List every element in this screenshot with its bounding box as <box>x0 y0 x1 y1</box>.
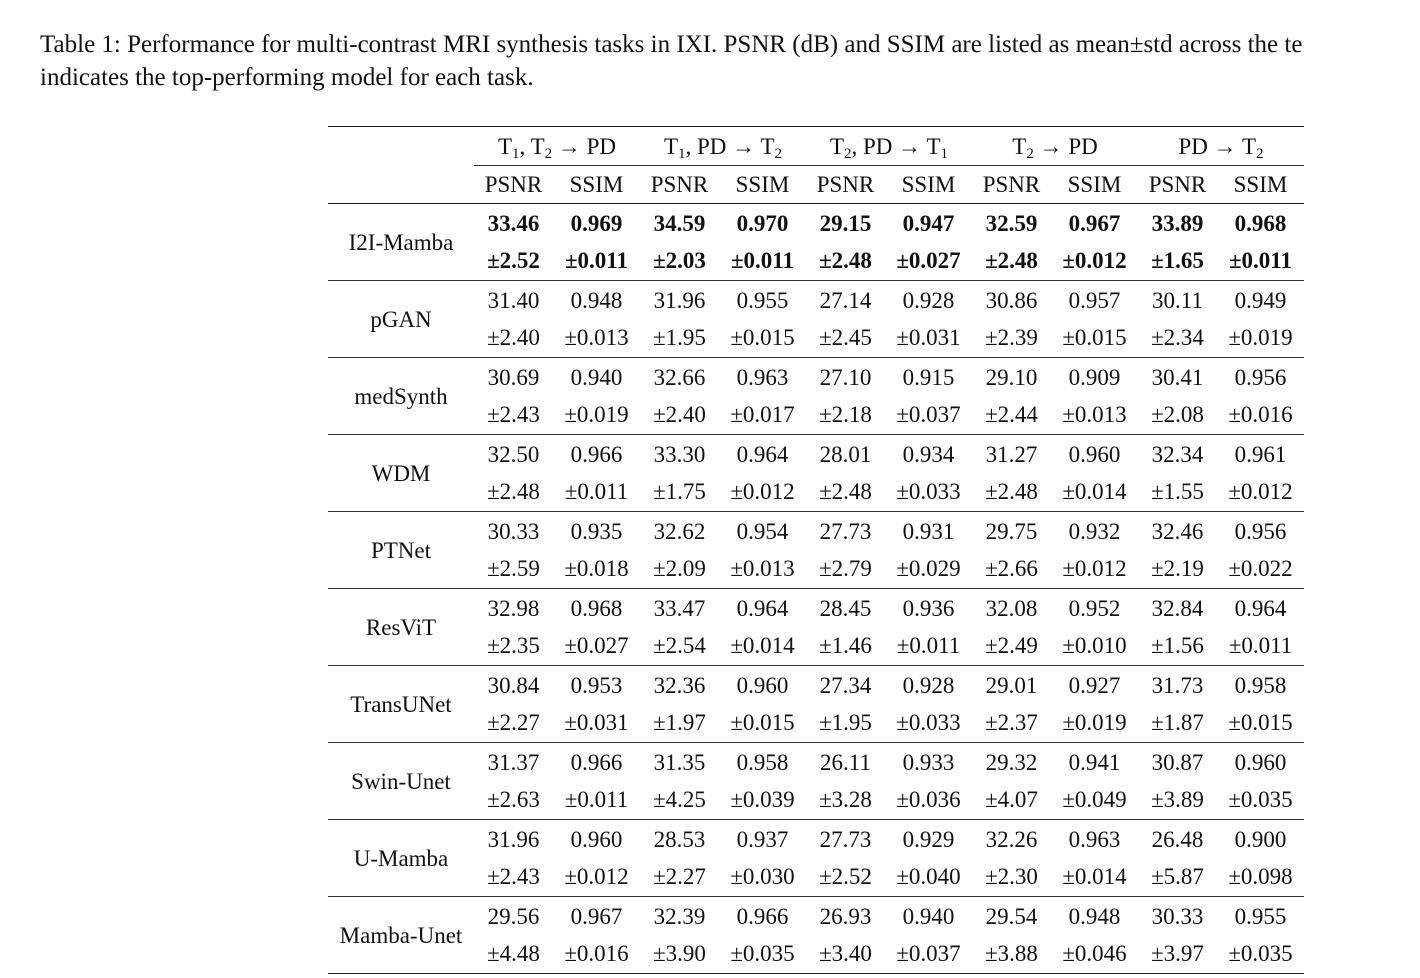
std-cell: ±1.87 <box>1151 710 1204 735</box>
std-cell: ±4.07 <box>985 787 1038 812</box>
std-cell: ±0.033 <box>896 710 961 735</box>
mean-cell: 32.84 <box>1138 589 1217 628</box>
std-cell: ±0.013 <box>730 556 795 581</box>
std-cell: ±2.49 <box>985 633 1038 658</box>
std-cell: ±1.56 <box>1151 633 1204 658</box>
std-cell: ±0.014 <box>1062 479 1127 504</box>
mean-cell: 27.10 <box>806 358 885 397</box>
std-cell: ±0.022 <box>1228 556 1293 581</box>
std-cell: ±1.65 <box>1151 248 1204 273</box>
mean-cell: 0.948 <box>1051 897 1138 936</box>
mean-cell: 27.34 <box>806 666 885 705</box>
std-cell: ±0.040 <box>896 864 961 889</box>
mean-cell: 33.46 <box>474 204 553 243</box>
mean-cell: 0.941 <box>1051 743 1138 782</box>
mean-cell: 0.935 <box>553 512 640 551</box>
corner-cell <box>328 166 474 204</box>
caption-line-2: indicates the top-performing model for each task. <box>40 64 534 91</box>
metric-header-ssim: SSIM <box>553 166 640 204</box>
std-cell: ±0.015 <box>1228 710 1293 735</box>
std-cell: ±2.43 <box>487 402 540 427</box>
mean-cell: 30.69 <box>474 358 553 397</box>
mean-cell: 0.933 <box>885 743 972 782</box>
std-cell: ±2.48 <box>487 479 540 504</box>
std-cell: ±1.95 <box>653 325 706 350</box>
mean-cell: 32.36 <box>640 666 719 705</box>
std-cell: ±1.75 <box>653 479 706 504</box>
std-cell: ±1.46 <box>819 633 872 658</box>
table-row <box>328 435 1304 474</box>
mean-cell: 31.35 <box>640 743 719 782</box>
std-cell: ±2.52 <box>819 864 872 889</box>
table-row <box>328 743 1304 782</box>
mean-cell: 29.15 <box>806 204 885 243</box>
std-cell: ±3.40 <box>806 935 885 974</box>
table-row-std <box>328 396 1304 435</box>
std-cell: ±0.019 <box>1228 325 1293 350</box>
mean-cell: 26.48 <box>1138 820 1217 859</box>
std-cell: ±2.48 <box>819 479 872 504</box>
method-name: ResViT <box>328 589 474 666</box>
std-cell: ±0.012 <box>564 864 629 889</box>
std-cell: ±0.046 <box>1051 935 1138 974</box>
std-cell: ±2.09 <box>653 556 706 581</box>
table-row <box>328 358 1304 397</box>
std-cell: ±0.035 <box>1228 787 1293 812</box>
task-label-3: $T_2$ → PD <box>1012 133 1098 162</box>
method-name: U-Mamba <box>328 820 474 897</box>
std-cell: ±0.012 <box>1062 248 1127 273</box>
std-cell: ±0.035 <box>1217 935 1304 974</box>
mean-cell: 0.963 <box>1051 820 1138 859</box>
std-cell: ±0.012 <box>1062 556 1127 581</box>
std-cell: ±0.011 <box>896 633 961 658</box>
metric-header-ssim: SSIM <box>1217 166 1304 204</box>
mean-cell: 0.958 <box>1217 666 1304 705</box>
task-header <box>640 127 806 166</box>
table-row-std <box>328 319 1304 358</box>
std-cell: ±2.30 <box>985 864 1038 889</box>
mean-cell: 32.98 <box>474 589 553 628</box>
mean-cell: 28.01 <box>806 435 885 474</box>
mean-cell: 29.32 <box>972 743 1051 782</box>
mean-cell: 30.87 <box>1138 743 1217 782</box>
mean-cell: 26.93 <box>806 897 885 936</box>
std-cell: ±0.037 <box>896 402 961 427</box>
std-cell: ±0.015 <box>1062 325 1127 350</box>
std-cell: ±2.54 <box>653 633 706 658</box>
table-row-std <box>328 627 1304 666</box>
std-cell: ±2.40 <box>487 325 540 350</box>
mean-cell: 0.966 <box>553 435 640 474</box>
std-cell: ±2.48 <box>819 248 872 273</box>
mean-cell: 0.958 <box>719 743 806 782</box>
metric-header-psnr: PSNR <box>806 166 885 204</box>
std-cell: ±0.029 <box>896 556 961 581</box>
metric-header-psnr: PSNR <box>640 166 719 204</box>
mean-cell: 29.56 <box>474 897 553 936</box>
table-caption <box>40 28 1420 94</box>
mean-cell: 30.33 <box>1138 897 1217 936</box>
std-cell: ±2.18 <box>819 402 872 427</box>
method-name: WDM <box>328 435 474 512</box>
std-cell: ±2.63 <box>487 787 540 812</box>
table-row-std <box>328 473 1304 512</box>
std-cell: ±2.52 <box>487 248 540 273</box>
table-row <box>328 589 1304 628</box>
std-cell: ±0.031 <box>564 710 629 735</box>
results-table <box>328 126 1304 974</box>
std-cell: ±2.48 <box>985 248 1038 273</box>
mean-cell: 0.956 <box>1217 358 1304 397</box>
task-label-2: $T_2$, PD → $T_1$ <box>829 133 949 162</box>
std-cell: ±1.95 <box>819 710 872 735</box>
mean-cell: 31.27 <box>972 435 1051 474</box>
std-cell: ±0.016 <box>553 935 640 974</box>
table-row-std <box>328 935 1304 974</box>
task-header <box>972 127 1138 166</box>
std-cell: ±0.013 <box>1062 402 1127 427</box>
mean-cell: 0.915 <box>885 358 972 397</box>
metric-header-ssim: SSIM <box>719 166 806 204</box>
std-cell: ±0.011 <box>1228 248 1293 273</box>
mean-cell: 30.41 <box>1138 358 1217 397</box>
method-name: I2I-Mamba <box>328 204 474 281</box>
metric-header-ssim: SSIM <box>885 166 972 204</box>
mean-cell: 0.948 <box>553 281 640 320</box>
task-label-4: PD → $T_2$ <box>1178 133 1264 162</box>
mean-cell: 27.73 <box>806 820 885 859</box>
std-cell: ±2.40 <box>653 402 706 427</box>
mean-cell: 0.937 <box>719 820 806 859</box>
mean-cell: 29.01 <box>972 666 1051 705</box>
table-row <box>328 281 1304 320</box>
mean-cell: 0.940 <box>885 897 972 936</box>
std-cell: ±2.27 <box>653 864 706 889</box>
mean-cell: 32.59 <box>972 204 1051 243</box>
std-cell: ±0.049 <box>1062 787 1127 812</box>
std-cell: ±0.010 <box>1062 633 1127 658</box>
mean-cell: 0.963 <box>719 358 806 397</box>
mean-cell: 0.967 <box>553 897 640 936</box>
mean-cell: 0.956 <box>1217 512 1304 551</box>
mean-cell: 0.954 <box>719 512 806 551</box>
std-cell: ±2.08 <box>1151 402 1204 427</box>
mean-cell: 28.45 <box>806 589 885 628</box>
std-cell: ±0.016 <box>1228 402 1293 427</box>
mean-cell: 0.953 <box>553 666 640 705</box>
mean-cell: 0.957 <box>1051 281 1138 320</box>
method-name: pGAN <box>328 281 474 358</box>
std-cell: ±2.03 <box>653 248 706 273</box>
std-cell: ±2.43 <box>487 864 540 889</box>
mean-cell: 0.966 <box>719 897 806 936</box>
std-cell: ±0.039 <box>730 787 795 812</box>
mean-cell: 0.960 <box>719 666 806 705</box>
std-cell: ±2.34 <box>1151 325 1204 350</box>
std-cell: ±0.019 <box>1062 710 1127 735</box>
mean-cell: 0.960 <box>553 820 640 859</box>
std-cell: ±2.48 <box>985 479 1038 504</box>
std-cell: ±0.013 <box>564 325 629 350</box>
std-cell: ±0.098 <box>1228 864 1293 889</box>
mean-cell: 0.969 <box>553 204 640 243</box>
std-cell: ±0.011 <box>564 787 629 812</box>
mean-cell: 32.08 <box>972 589 1051 628</box>
std-cell: ±2.27 <box>487 710 540 735</box>
std-cell: ±3.90 <box>640 935 719 974</box>
mean-cell: 26.11 <box>806 743 885 782</box>
table-row <box>328 820 1304 859</box>
mean-cell: 27.73 <box>806 512 885 551</box>
mean-cell: 33.89 <box>1138 204 1217 243</box>
mean-cell: 32.26 <box>972 820 1051 859</box>
mean-cell: 0.932 <box>1051 512 1138 551</box>
std-cell: ±4.48 <box>474 935 553 974</box>
std-cell: ±2.79 <box>819 556 872 581</box>
mean-cell: 0.955 <box>719 281 806 320</box>
metric-header-psnr: PSNR <box>972 166 1051 204</box>
task-header <box>1138 127 1304 166</box>
mean-cell: 33.47 <box>640 589 719 628</box>
std-cell: ±2.59 <box>487 556 540 581</box>
mean-cell: 0.928 <box>885 281 972 320</box>
std-cell: ±3.28 <box>819 787 872 812</box>
mean-cell: 29.54 <box>972 897 1051 936</box>
mean-cell: 0.927 <box>1051 666 1138 705</box>
std-cell: ±2.35 <box>487 633 540 658</box>
std-cell: ±0.035 <box>719 935 806 974</box>
table-row-std <box>328 781 1304 820</box>
std-cell: ±0.033 <box>896 479 961 504</box>
mean-cell: 0.928 <box>885 666 972 705</box>
std-cell: ±3.88 <box>972 935 1051 974</box>
method-name: TransUNet <box>328 666 474 743</box>
std-cell: ±0.015 <box>730 325 795 350</box>
mean-cell: 0.909 <box>1051 358 1138 397</box>
mean-cell: 29.75 <box>972 512 1051 551</box>
mean-cell: 30.84 <box>474 666 553 705</box>
task-header <box>806 127 972 166</box>
mean-cell: 31.73 <box>1138 666 1217 705</box>
std-cell: ±2.37 <box>985 710 1038 735</box>
mean-cell: 32.39 <box>640 897 719 936</box>
mean-cell: 32.62 <box>640 512 719 551</box>
method-name: medSynth <box>328 358 474 435</box>
mean-cell: 0.949 <box>1217 281 1304 320</box>
std-cell: ±0.017 <box>730 402 795 427</box>
std-cell: ±2.45 <box>819 325 872 350</box>
mean-cell: 31.40 <box>474 281 553 320</box>
mean-cell: 0.936 <box>885 589 972 628</box>
mean-cell: 0.934 <box>885 435 972 474</box>
table-row <box>328 897 1304 936</box>
table-row <box>328 666 1304 705</box>
std-cell: ±0.027 <box>896 248 961 273</box>
mean-cell: 0.929 <box>885 820 972 859</box>
metric-header-row <box>328 166 1304 204</box>
table-row-std <box>328 242 1304 281</box>
mean-cell: 30.86 <box>972 281 1051 320</box>
std-cell: ±0.014 <box>1062 864 1127 889</box>
std-cell: ±0.015 <box>730 710 795 735</box>
mean-cell: 0.968 <box>1217 204 1304 243</box>
method-name: PTNet <box>328 512 474 589</box>
std-cell: ±0.012 <box>1228 479 1293 504</box>
mean-cell: 0.961 <box>1217 435 1304 474</box>
mean-cell: 0.960 <box>1051 435 1138 474</box>
mean-cell: 0.964 <box>719 435 806 474</box>
table-row <box>328 512 1304 551</box>
table-row-std <box>328 550 1304 589</box>
std-cell: ±0.011 <box>1228 633 1293 658</box>
mean-cell: 32.34 <box>1138 435 1217 474</box>
mean-cell: 31.96 <box>474 820 553 859</box>
table-row-std <box>328 858 1304 897</box>
mean-cell: 32.50 <box>474 435 553 474</box>
std-cell: ±0.014 <box>730 633 795 658</box>
std-cell: ±0.027 <box>564 633 629 658</box>
mean-cell: 32.46 <box>1138 512 1217 551</box>
mean-cell: 0.960 <box>1217 743 1304 782</box>
method-name: Swin-Unet <box>328 743 474 820</box>
mean-cell: 0.952 <box>1051 589 1138 628</box>
corner-cell <box>328 127 474 166</box>
std-cell: ±0.018 <box>564 556 629 581</box>
mean-cell: 28.53 <box>640 820 719 859</box>
std-cell: ±0.036 <box>896 787 961 812</box>
metric-header-psnr: PSNR <box>1138 166 1217 204</box>
mean-cell: 31.96 <box>640 281 719 320</box>
mean-cell: 0.970 <box>719 204 806 243</box>
task-header <box>474 127 640 166</box>
std-cell: ±0.030 <box>730 864 795 889</box>
std-cell: ±0.011 <box>730 248 795 273</box>
task-label-1: $T_1$, PD → $T_2$ <box>663 133 783 162</box>
std-cell: ±2.66 <box>985 556 1038 581</box>
std-cell: ±2.39 <box>985 325 1038 350</box>
mean-cell: 30.11 <box>1138 281 1217 320</box>
std-cell: ±0.012 <box>730 479 795 504</box>
mean-cell: 30.33 <box>474 512 553 551</box>
mean-cell: 0.955 <box>1217 897 1304 936</box>
mean-cell: 33.30 <box>640 435 719 474</box>
metric-header-ssim: SSIM <box>1051 166 1138 204</box>
std-cell: ±0.011 <box>564 479 629 504</box>
std-cell: ±0.011 <box>564 248 629 273</box>
mean-cell: 0.931 <box>885 512 972 551</box>
std-cell: ±2.19 <box>1151 556 1204 581</box>
table-row-std <box>328 704 1304 743</box>
table-row <box>328 204 1304 243</box>
mean-cell: 0.940 <box>553 358 640 397</box>
std-cell: ±3.89 <box>1151 787 1204 812</box>
mean-cell: 31.37 <box>474 743 553 782</box>
mean-cell: 0.900 <box>1217 820 1304 859</box>
std-cell: ±1.97 <box>653 710 706 735</box>
std-cell: ±5.87 <box>1151 864 1204 889</box>
mean-cell: 34.59 <box>640 204 719 243</box>
std-cell: ±3.97 <box>1138 935 1217 974</box>
std-cell: ±1.55 <box>1151 479 1204 504</box>
caption-line-1: Table 1: Performance for multi-contrast MRI synthesis tasks in IXI. PSNR (dB) and SSIM are listed as mean±std across the te <box>40 31 1303 58</box>
method-name: Mamba-Unet <box>328 897 474 974</box>
mean-cell: 0.968 <box>553 589 640 628</box>
std-cell: ±0.037 <box>885 935 972 974</box>
mean-cell: 27.14 <box>806 281 885 320</box>
task-header-row <box>328 127 1304 166</box>
task-label-0: $T_1$, $T_2$ → PD <box>497 133 617 162</box>
std-cell: ±4.25 <box>653 787 706 812</box>
mean-cell: 0.966 <box>553 743 640 782</box>
mean-cell: 0.947 <box>885 204 972 243</box>
metric-header-psnr: PSNR <box>474 166 553 204</box>
mean-cell: 0.967 <box>1051 204 1138 243</box>
mean-cell: 0.964 <box>719 589 806 628</box>
std-cell: ±2.44 <box>985 402 1038 427</box>
std-cell: ±0.019 <box>564 402 629 427</box>
mean-cell: 29.10 <box>972 358 1051 397</box>
mean-cell: 32.66 <box>640 358 719 397</box>
mean-cell: 0.964 <box>1217 589 1304 628</box>
std-cell: ±0.031 <box>896 325 961 350</box>
